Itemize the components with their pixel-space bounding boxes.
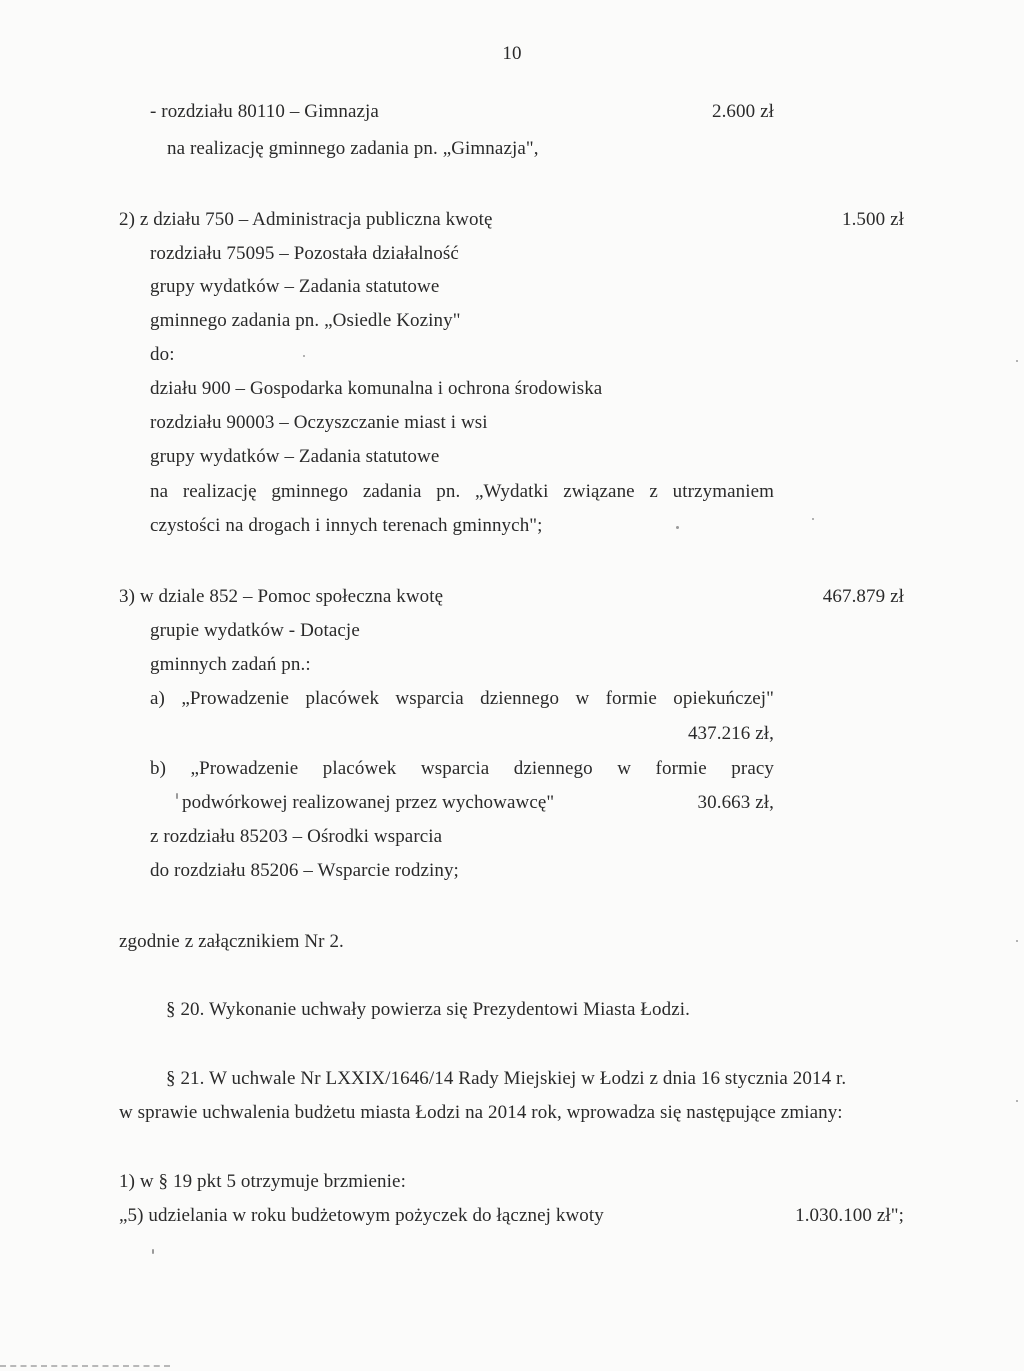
zgodnie-line: zgodnie z załącznikiem Nr 2. <box>119 931 344 952</box>
section-2-realizacja: na realizację gminnego zadania pn. „Wydatki związane z utrzymaniem <box>150 481 774 502</box>
section-2-amount: 1.500 zł <box>841 209 904 230</box>
section-3-heading: 3) w dziale 852 – Pomoc społeczna kwotę <box>119 586 444 607</box>
paragraph-21-line-1: § 21. W uchwale Nr LXXIX/1646/14 Rady Miejskiej w Łodzi z dnia 16 stycznia 2014 r. <box>166 1068 847 1089</box>
section-3-gminnych: gminnych zadań pn.: <box>150 654 311 675</box>
section-3-item-b-amount: 30.663 zł, <box>697 792 774 813</box>
section-2-heading: 2) z działu 750 – Administracja publiczna kwotę <box>119 209 493 230</box>
section-3-item-b: b) „Prowadzenie placówek wsparcia dziennego w formie pracy <box>150 758 774 779</box>
paragraph-21-item-2: „5) udzielania w roku budżetowym pożyczek do łącznej kwoty <box>119 1205 604 1226</box>
paragraph-21-item-1: 1) w § 19 pkt 5 otrzymuje brzmienie: <box>119 1171 406 1192</box>
paragraph-21-line-2: w sprawie uchwalenia budżetu miasta Łodzi na 2014 rok, wprowadza się następujące zmiany: <box>119 1102 843 1123</box>
section-2-grupy-2: grupy wydatków – Zadania statutowe <box>150 446 440 467</box>
section-2-dzial-900: działu 900 – Gospodarka komunalna i ochrona środowiska <box>150 378 603 399</box>
section-3-do-rozdzialu: do rozdziału 85206 – Wsparcie rodziny; <box>150 860 459 881</box>
section-3-grupie: grupie wydatków - Dotacje <box>150 620 360 641</box>
scan-bottom-edge <box>0 1363 170 1367</box>
section-3-item-a: a) „Prowadzenie placówek wsparcia dziennego w formie opiekuńczej" <box>150 688 774 709</box>
section-3-item-b-cont: podwórkowej realizowanej przez wychowawcę" <box>182 792 555 813</box>
section-2-grupy: grupy wydatków – Zadania statutowe <box>150 276 440 297</box>
line-rozdzial-80110: - rozdziału 80110 – Gimnazja <box>150 101 379 122</box>
line-gimnazja-zadanie: na realizację gminnego zadania pn. „Gimnazja", <box>167 138 539 159</box>
section-2-czystosci: czystości na drogach i innych terenach gminnych"; <box>150 515 543 536</box>
paragraph-20: § 20. Wykonanie uchwały powierza się Prezydentowi Miasta Łodzi. <box>166 999 690 1020</box>
section-2-rozdzial-90003: rozdziału 90003 – Oczyszczanie miast i wsi <box>150 412 488 433</box>
section-2-rozdzial: rozdziału 75095 – Pozostała działalność <box>150 243 459 264</box>
amount-gimnazja: 2.600 zł <box>711 101 774 122</box>
section-2-do: do: <box>150 344 175 365</box>
paragraph-21-item-2-amount: 1.030.100 zł"; <box>795 1205 904 1226</box>
section-3-amount: 467.879 zł <box>822 586 904 607</box>
section-2-zadanie: gminnego zadania pn. „Osiedle Koziny" <box>150 310 461 331</box>
section-3-z-rozdzialu: z rozdziału 85203 – Ośrodki wsparcia <box>150 826 443 847</box>
page-number: 10 <box>502 43 522 64</box>
section-3-item-a-amount: 437.216 zł, <box>687 723 774 744</box>
